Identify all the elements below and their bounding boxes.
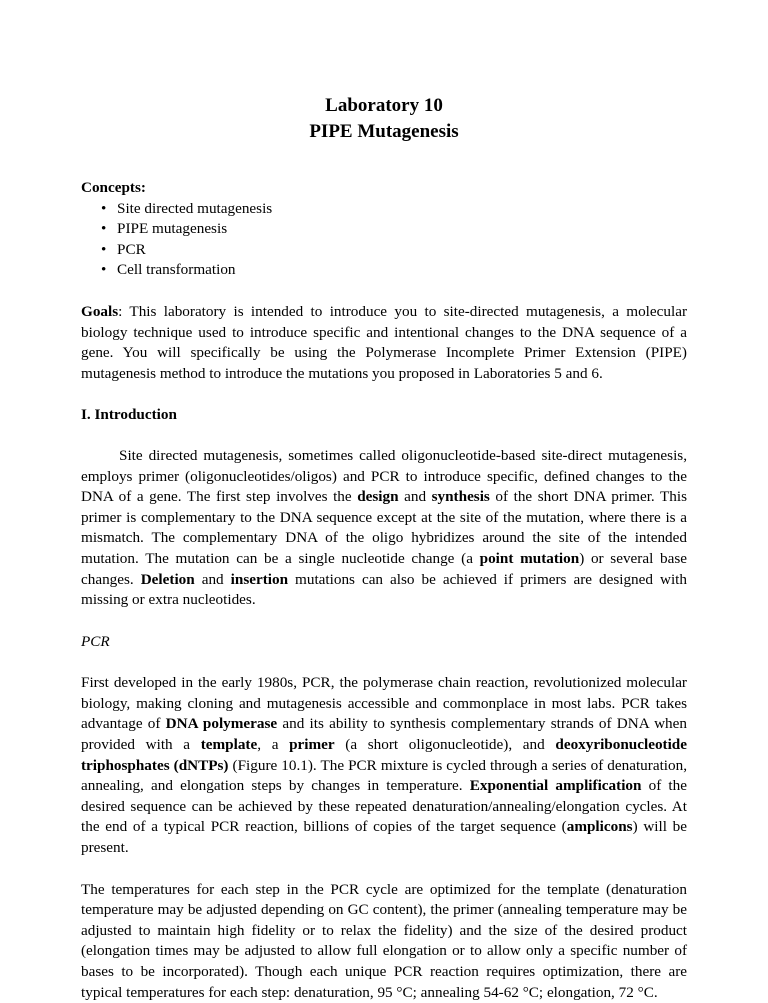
- text-run: and: [194, 570, 231, 588]
- bold-term: Exponential amplification: [469, 777, 642, 795]
- list-item: [81, 240, 687, 261]
- goals-label: Goals: [81, 302, 119, 320]
- lab-topic-title: PIPE Mutagenesis: [309, 121, 459, 142]
- list-item: [81, 199, 687, 220]
- bold-term: deoxyribonucleotide triphosphates (dNTPs): [81, 736, 687, 774]
- text-run: of the desired sequence can be achieved by these repeated denaturation/annealing/elongation cycles. At the end of a typical PCR reaction, billions of copies of the target sequence (: [81, 777, 687, 836]
- introduction-paragraph: [81, 446, 687, 611]
- text-run: and its ability to synthesis complementary strands of DNA when provided with a: [81, 715, 687, 754]
- goals-text: : This laboratory is intended to introduce you to site-directed mutagenesis, a molecular biology technique used to introduce specific and intentional changes to the DNA sequence of a gene. You will specifically be using the Polymerase Incomplete Primer Extension (PIPE) mutagenesis method to introduce the mutations you proposed in Laboratories 5 and 6.: [81, 302, 687, 382]
- bold-term: insertion: [230, 570, 289, 588]
- text-run: (Figure 10.1). The PCR mixture is cycled through a series of denaturation, annealing, and elongation steps by changes in temperature.: [81, 756, 687, 795]
- pcr-subheading: PCR: [81, 632, 110, 650]
- section-heading: I. Introduction: [81, 406, 177, 424]
- text-run: , a: [257, 736, 290, 754]
- text-run: of the short DNA primer. This primer is complementary to the DNA sequence except at the site of the mutation, where there is a mismatch. The complementary DNA of the oligo hybridizes around the site of the intended mutation. The mutation can be a single nucleotide change (a: [81, 488, 687, 567]
- concept-label: Cell transformation: [117, 261, 236, 279]
- list-item: [81, 260, 687, 281]
- concepts-list: [81, 199, 687, 281]
- bold-term: synthesis: [431, 488, 490, 506]
- text-run: ) or several base changes.: [81, 549, 687, 588]
- text-run: First developed in the early 1980s, PCR, the polymerase chain reaction, revolutionized molecular biology, making cloning and mutagenesis accessible and commonplace in most labs. PCR takes advantage of: [81, 674, 687, 733]
- text-run: Site directed mutagenesis, sometimes called oligonucleotide-based site-direct mutagenesis, employs primer (oligonucleotides/oligos) and PCR to introduce specific, defined changes to the DNA of a gene. The first step involves the: [81, 446, 687, 506]
- goals-paragraph: [81, 302, 687, 384]
- document-body: [81, 178, 687, 1003]
- bullet-icon: •: [101, 261, 107, 279]
- concept-label: Site directed mutagenesis: [117, 199, 273, 217]
- bullet-icon: •: [101, 199, 107, 217]
- bold-term: primer: [289, 736, 335, 754]
- concept-label: PCR: [117, 240, 146, 258]
- list-item: [81, 219, 687, 240]
- bullet-icon: •: [101, 240, 107, 258]
- bold-term: design: [357, 488, 399, 506]
- bold-term: Deletion: [140, 570, 195, 588]
- lab-number-title: Laboratory 10: [325, 95, 443, 116]
- text-run: (a short oligonucleotide), and: [334, 736, 556, 754]
- document-title: [0, 93, 768, 145]
- text-run: ) will be present.: [81, 818, 687, 857]
- bullet-icon: •: [101, 220, 107, 238]
- concept-label: PIPE mutagenesis: [117, 220, 228, 238]
- concepts-label: Concepts:: [81, 179, 146, 196]
- bold-term: point mutation: [479, 549, 580, 567]
- pcr-paragraph: [81, 673, 687, 858]
- bold-term: DNA polymerase: [165, 715, 278, 733]
- temperature-paragraph: The temperatures for each step in the PCR cycle are optimized for the template (denaturation temperature may be adjusted depending on GC content), the primer (annealing temperature may be adjusted to maintain high fidelity or to relax the fidelity) and the size of the desired product (elongation times may be adjusted to allow full elongation or to allow only a specific number of bases to be incorporated). Though each unique PCR reaction requires optimization, there are typical temperatures for each step: denaturation, 95 °C; annealing 54-62 °C; elongation, 72 °C.: [81, 880, 687, 1001]
- bold-term: template: [200, 736, 258, 754]
- text-run: mutations can also be achieved if primers are designed with missing or extra nucleotides.: [81, 570, 687, 609]
- text-run: and: [398, 488, 432, 506]
- bold-term: amplicons: [566, 818, 633, 836]
